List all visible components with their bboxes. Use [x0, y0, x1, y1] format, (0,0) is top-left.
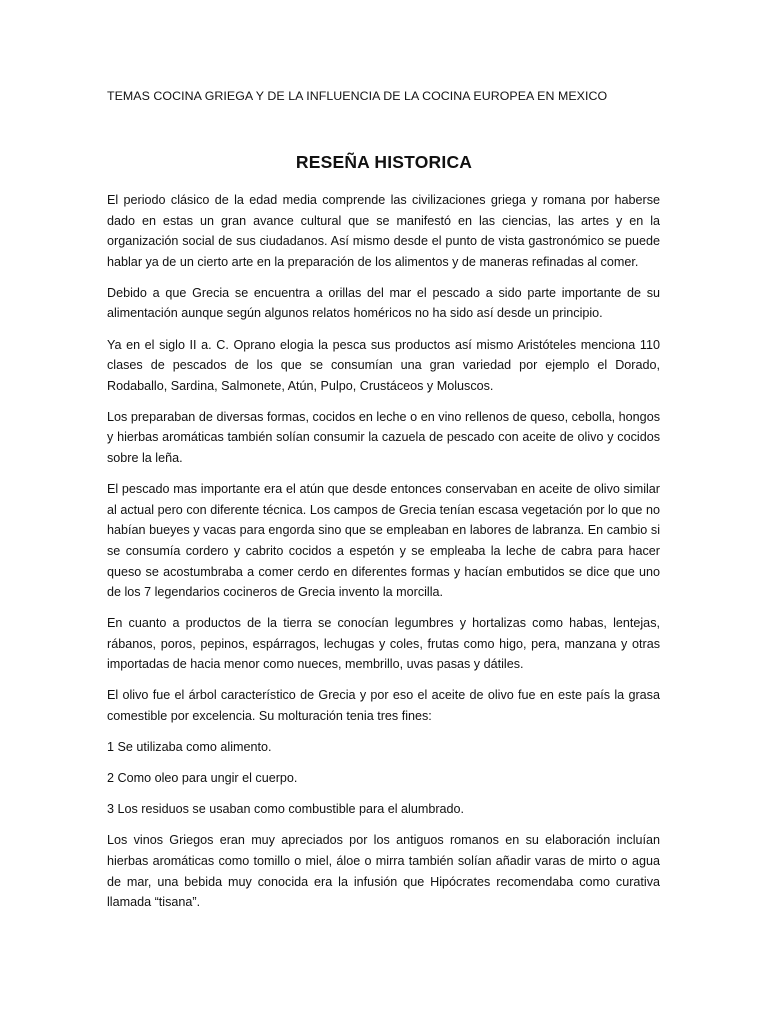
paragraph-olivo: El olivo fue el árbol característico de Grecia y por eso el aceite de olivo fue en este país la grasa comestible por excelencia. Su molturación tenia tres fines:: [107, 688, 660, 724]
list-item-residuos: 3 Los residuos se usaban como combustible para el alumbrado.: [107, 802, 465, 817]
list-item-oleo: 2 Como oleo para ungir el cuerpo.: [107, 771, 298, 786]
paragraph-siglo-ii: Ya en el siglo II a. C. Oprano elogia la pesca sus productos así mismo Aristóteles menciona 110 clases de pescados de los que se consumían una gran variedad por ejemplo el Dorado, Rodaballo, Sardina, Salmonete, Atún, Pulpo, Crustáceos y Moluscos.: [107, 337, 660, 393]
paragraph-productos-tierra: En cuanto a productos de la tierra se conocían legumbres y hortalizas como habas, lentejas, rábanos, poros, pepinos, espárragos, lechugas y coles, frutas como higo, pera, manzana y otras importadas de hacia menor como nueces, membrillo, uvas pasas y dátiles.: [107, 616, 660, 672]
list-item-alimento: 1 Se utilizaba como alimento.: [107, 740, 272, 755]
paragraph-preparaciones: Los preparaban de diversas formas, cocidos en leche o en vino rellenos de queso, cebolla, hongos y hierbas aromáticas también solían consumir la cazuela de pescado con aceite de olivo y cocidos sobre la leña.: [107, 409, 660, 466]
paragraph-atun: El pescado mas importante era el atún que desde entonces conservaban en aceite de olivo similar al actual pero con diferente técnica. Los campos de Grecia tenían escasa vegetación por lo que no habían bueyes y vacas para engorda sino que se empleaban en labores de labranza. En cambio si se consumía cordero y cabrito cocidos a espetón y se empleaba la leche de cabra para hacer queso se acostumbraba a comer cerdo en diferentes formas y hacían embutidos se dice que uno de los 7 legendarios cocineros de Grecia invento la morcilla.: [107, 482, 660, 600]
document-body: [107, 190, 660, 923]
document-header: TEMAS COCINA GRIEGA Y DE LA INFLUENCIA DE LA COCINA EUROPEA EN MEXICO: [107, 89, 608, 103]
paragraph-pescado: Debido a que Grecia se encuentra a orillas del mar el pescado a sido parte importante de su alimentación aunque según algunos relatos homéricos no ha sido así desde un principio.: [107, 285, 660, 321]
paragraph-vinos: Los vinos Griegos eran muy apreciados por los antiguos romanos en su elaboración incluían hierbas aromáticas como tomillo o miel, áloe o mirra también solían añadir varas de mirto o agua de mar, una bebida muy conocida era la infusión que Hipócrates recomendaba como curativa llamada “tisana”.: [107, 833, 660, 910]
page-title: RESEÑA HISTORICA: [295, 152, 473, 172]
paragraph-periodo-clasico: El periodo clásico de la edad media comprende las civilizaciones griega y romana por haberse dado en estas un gran avance cultural que se manifestó en las ciencias, las artes y en la organización social de sus ciudadanos. Así mismo desde el punto de vista gastronómico se puede hablar ya de un cierto arte en la preparación de los alimentos y de maneras refinadas al comer.: [107, 193, 660, 269]
